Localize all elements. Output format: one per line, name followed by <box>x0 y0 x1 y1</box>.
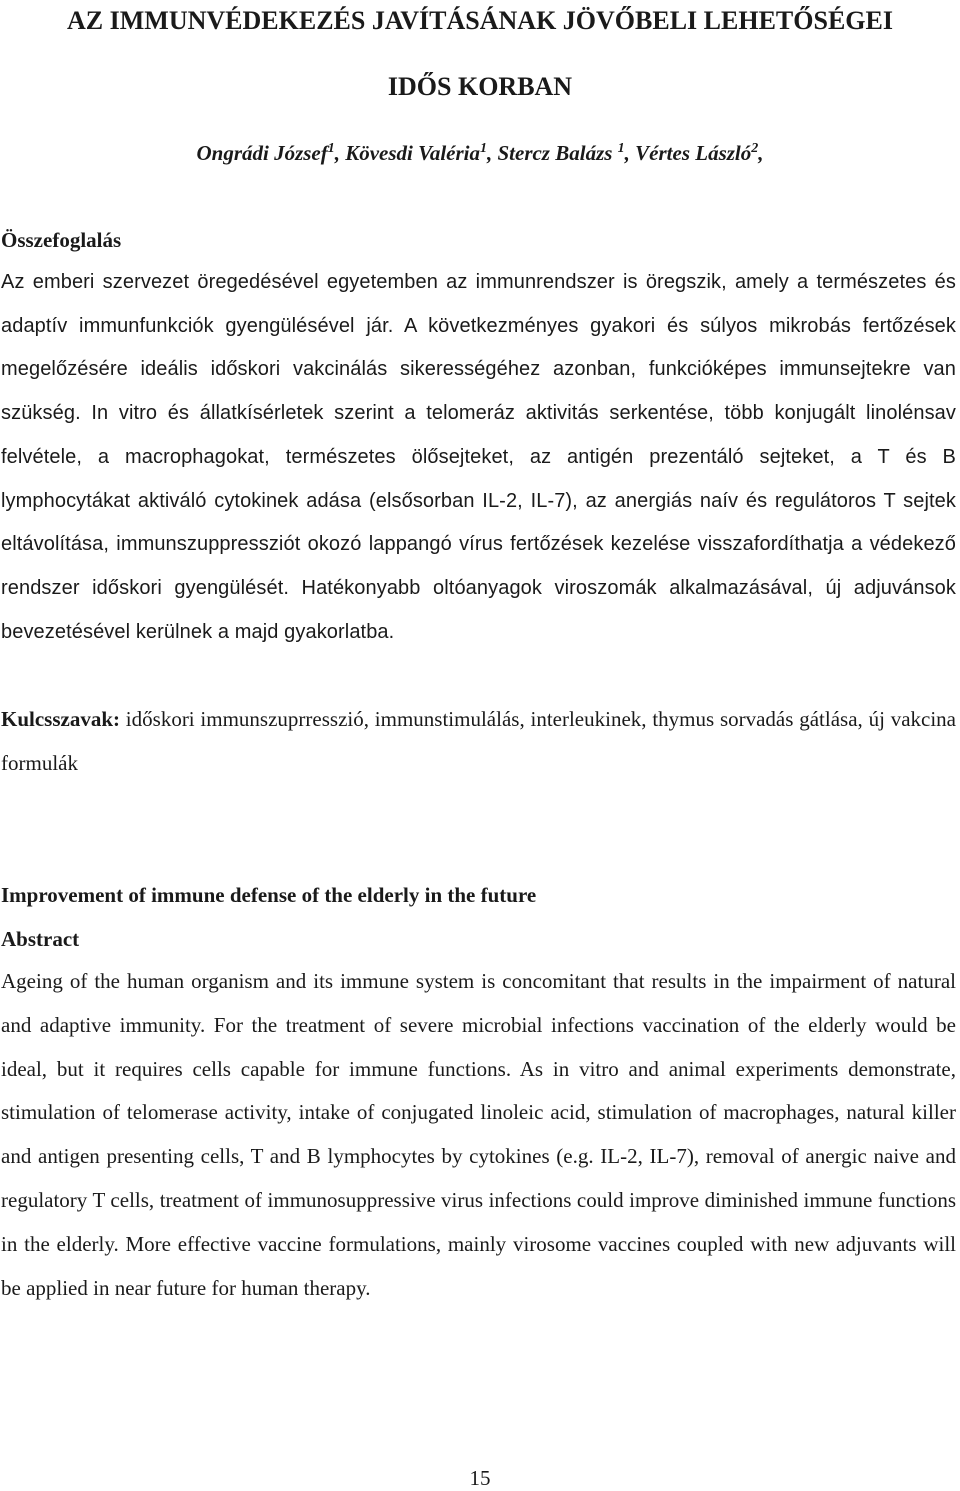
title-line-1: AZ IMMUNVÉDEKEZÉS JAVÍTÁSÁNAK JÖVŐBELI LEHETŐSÉGEI <box>67 6 893 35</box>
author-separator: , <box>486 141 498 165</box>
title-line-2: IDŐS KORBAN <box>387 72 573 101</box>
keywords-paragraph <box>1 698 956 785</box>
abstract-text: Ageing of the human organism and its immune system is concomitant that results in the impairment of natural and adaptive immunity. For the treatment of severe microbial infections vaccination of the elderly would be ideal, but it requires cells capable for immune functions. As in vitro and animal experiments demonstrate, stimulation of telomerase activity, intake of conjugated linoleic acid, stimulation of macrophages, natural killer and antigen presenting cells, T and B lymphocytes by cytokines (e.g. IL-2, IL-7), removal of anergic naive and regulatory T cells, treatment of immunosuppressive virus infections could improve diminished immune functions in the elderly. More effective vaccine formulations, mainly virosome vaccines coupled with new adjuvants will be applied in near future for human therapy. <box>1 969 956 1300</box>
author-affiliation: 1 <box>617 141 625 156</box>
keywords-label: Kulcsszavak: <box>1 707 121 731</box>
author-name: Ongrádi József <box>196 141 328 165</box>
author-name: Vértes László <box>635 141 752 165</box>
author-list <box>0 138 960 168</box>
author-affiliation: 2 <box>751 141 759 156</box>
author-name: Kövesdi Valéria <box>345 141 480 165</box>
author-affiliation: 1 <box>479 141 487 156</box>
hu-summary-heading: Összefoglalás <box>1 228 122 252</box>
author-separator: , <box>334 141 346 165</box>
author-separator: , <box>624 141 636 165</box>
page-number: 15 <box>469 1466 491 1490</box>
author-name: Stercz Balázs <box>497 141 618 165</box>
english-title: Improvement of immune defense of the elderly in the future <box>1 883 537 907</box>
author-affiliation: 1 <box>327 141 335 156</box>
keywords-text: időskori immunszuprresszió, immunstimulálás, interleukinek, thymus sorvadás gátlása, új vakcina formulák <box>1 707 956 775</box>
abstract-heading: Abstract <box>1 927 80 951</box>
author-separator: , <box>758 141 764 165</box>
hu-summary-text: Az emberi szervezet öregedésével egyetemben az immunrendszer is öregszik, amely a természetes és adaptív immunfunkciók gyengülésével jár. A következményes gyakori és súlyos mikrobás fertőzések megelőzésére ideális időskori vakcinálás sikerességéhez azonban, funkcióképes immunsejtekre van szükség. In vitro és állatkísérletek szerint a telomeráz aktivitás serkentése, több konjugált linolénsav felvétele, a macrophagokat, természetes ölősejteket, az antigén prezentáló sejteket, a T és B lymphocytákat aktiváló cytokinek adása (elsősorban IL-2, IL-7), az anergiás naív és regulátoros T sejtek eltávolítása, immunszuppressziót okozó lappangó vírus fertőzések kezelése visszafordíthatja a védekező rendszer időskori gyengülését. Hatékonyabb oltóanyagok viroszomák alkalmazásával, új adjuvánsok bevezetésével kerülnek a majd gyakorlatba. <box>1 271 956 643</box>
